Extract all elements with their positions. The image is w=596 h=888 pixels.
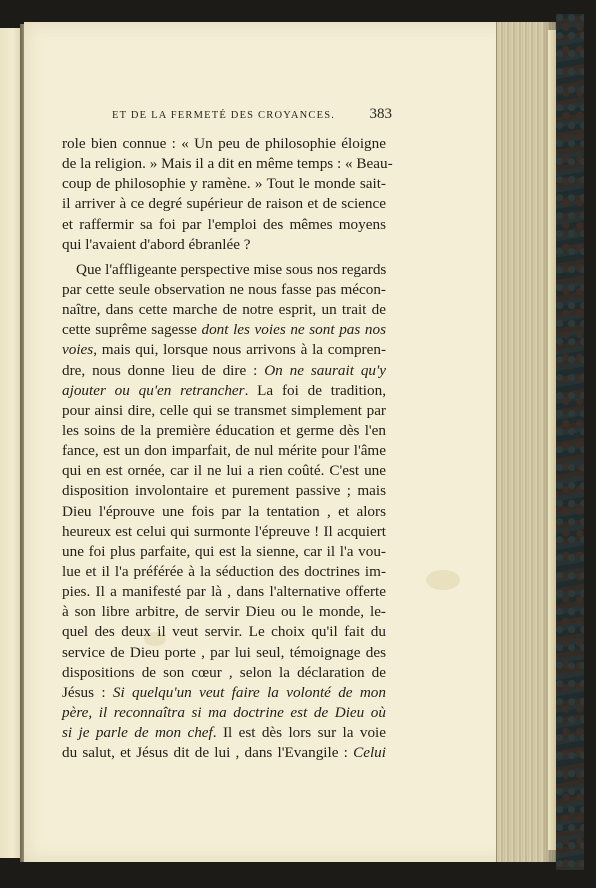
text-line: à son libre arbitre, de servir Dieu ou le monde, le- — [62, 603, 386, 621]
italic-phrase: père, il reconnaîtra si ma doctrine est de Dieu où — [62, 703, 386, 721]
text-line: ajouter ou qu'en retrancher. La foi de tradition, — [62, 381, 386, 399]
text-line: dispositions de son cœur , selon la déclaration de — [62, 663, 386, 681]
text-line: il arriver à ce degré supérieur de raison et de science — [62, 195, 386, 213]
text-line: du salut, et Jésus dit de lui , dans l'Evangile : Celui — [62, 744, 386, 762]
text-line: voies, mais qui, lorsque nous arrivons à la compren- — [62, 341, 386, 359]
text-line: si je parle de mon chef. Il est dès lors sur la voie — [62, 724, 386, 742]
italic-phrase: Celui — [353, 744, 386, 762]
italic-phrase: ajouter ou qu'en retrancher — [62, 381, 245, 399]
text-line: qui en est ornée, car il ne lui a rien coûté. C'est une — [62, 462, 386, 480]
page-number: 383 — [369, 106, 392, 122]
text-line: pies. Il a manifesté par là , dans l'alternative offerte — [62, 583, 386, 601]
text-line: heureux est celui qui surmonte l'épreuve ! Il acquiert — [62, 522, 386, 540]
italic-phrase: On ne saurait qu'y — [264, 361, 386, 379]
italic-phrase: voies — [62, 341, 94, 359]
text-line: service de Dieu porte , par lui seul, témoignage des — [62, 643, 386, 661]
text-line — [62, 703, 386, 723]
body-text — [62, 134, 393, 763]
text-line: par cette seule observation ne nous fasse pas mécon- — [62, 280, 386, 298]
text-line: disposition involontaire et purement passive ; mais — [62, 482, 386, 500]
text-line: une foi plus parfaite, qui est la sienne, car il l'a vou- — [62, 542, 386, 560]
text-line: dre, nous donne lieu de dire : On ne saurait qu'y — [62, 361, 386, 379]
text-line: cette suprême sagesse dont les voies ne sont pas nos — [62, 321, 386, 339]
text-line: de la religion. » Mais il a dit en même temps : « Beau- — [62, 155, 393, 173]
text-line: quel des deux il veut servir. Le choix qu'il fait du — [62, 623, 386, 641]
text-line: naître, dans cette marche de notre esprit, un trait de — [62, 301, 386, 319]
italic-phrase: si je parle de mon chef — [62, 724, 213, 742]
page-header — [86, 106, 392, 128]
text-line: les soins de la première éducation et germe dès l'en — [62, 421, 386, 439]
foxing-stain — [426, 570, 460, 590]
text-line: Jésus : Si quelqu'un veut faire la volonté de mon — [62, 683, 386, 701]
running-head: ET DE LA FERMETÉ DES CROYANCES. — [112, 110, 336, 121]
text-line: qui l'avaient d'abord ébranlée ? — [62, 235, 251, 253]
text-line: et raffermir sa foi par l'emploi des mêmes moyens — [62, 215, 386, 233]
text-line: pour ainsi dire, celle qui se transmet simplement par — [62, 401, 386, 419]
italic-phrase: dont les voies ne sont pas nos — [201, 321, 386, 339]
marbled-cover — [556, 14, 584, 870]
text-line: Que l'affligeante perspective mise sous nos regards — [76, 260, 387, 278]
text-line: coup de philosophie y ramène. » Tout le monde sait- — [62, 175, 386, 193]
text-line: role bien connue : « Un peu de philosophie éloigne — [62, 135, 386, 152]
text-line: lue et il l'a préférée à la séduction des doctrines im- — [62, 562, 386, 580]
text-line: Dieu l'éprouve une fois par la tentation , et alors — [62, 502, 386, 520]
italic-phrase: Si quelqu'un veut faire la volonté de mon — [112, 683, 386, 701]
text-line: fance, est un don imparfait, de nul mérite pour l'âme — [62, 442, 386, 460]
